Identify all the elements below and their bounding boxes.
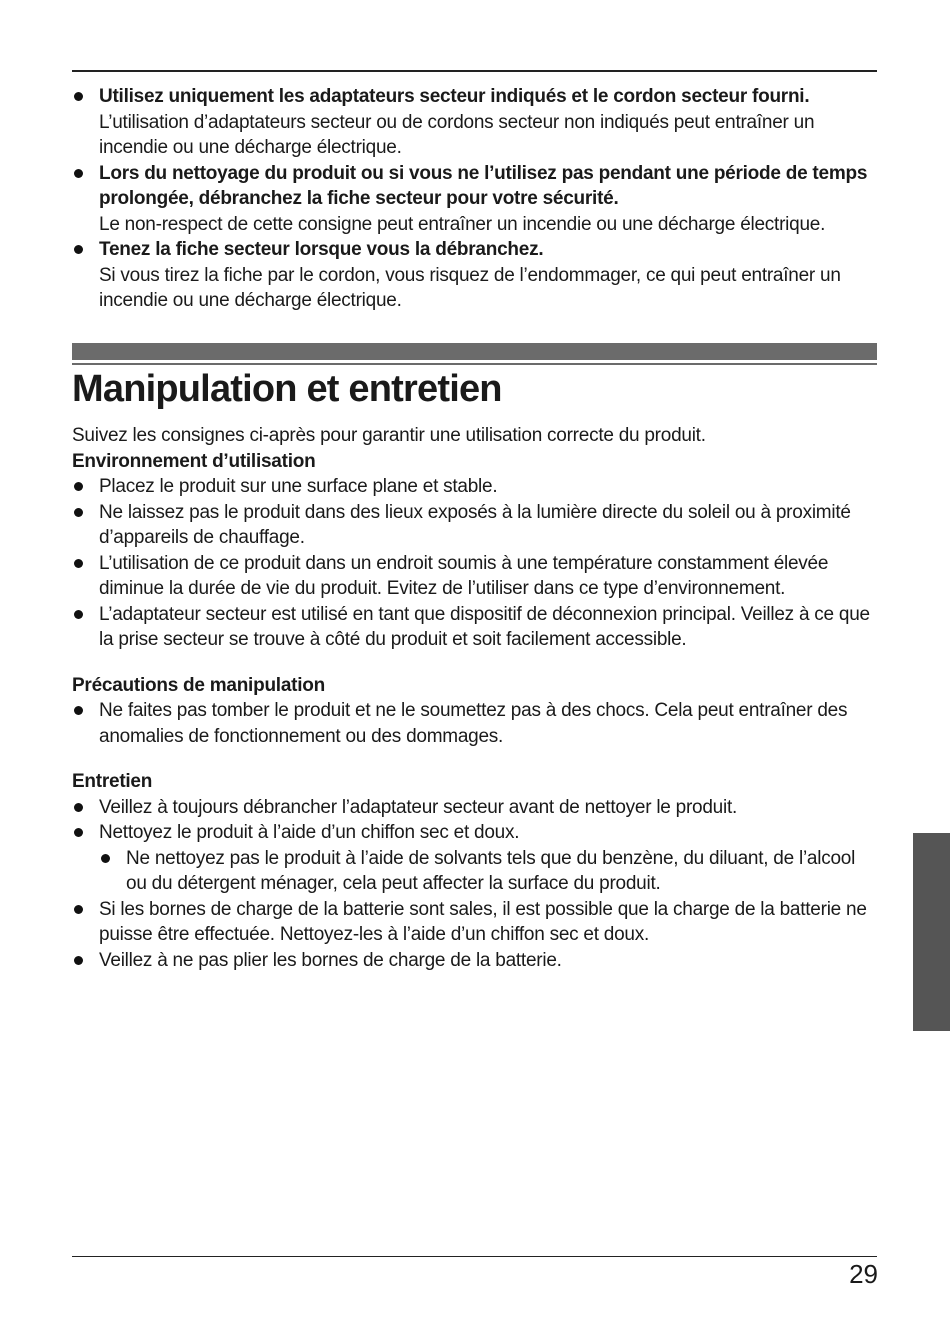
warning-item <box>72 237 878 314</box>
warning-bold: Lors du nettoyage du produit ou si vous ne l’utilisez pas pendant une période de temps prolongée, débranchez la fiche secteur pour votre sécurité. <box>99 162 868 209</box>
warning-item <box>72 84 878 161</box>
list-item: Nettoyez le produit à l’aide d’un chiffon sec et doux. <box>72 820 878 846</box>
list-item: L’utilisation de ce produit dans un endroit soumis à une température constamment élevée diminue la durée de vie du produit. Evitez de l’utiliser dans ce type d’environnement. <box>72 551 878 602</box>
bottom-rule <box>72 1256 877 1257</box>
list-item: Si les bornes de charge de la batterie sont sales, il est possible que la charge de la batterie ne puisse être effectuée. Nettoyez-les à l’aide d’un chiffon sec et doux. <box>72 897 878 948</box>
list-item: Ne faites pas tomber le produit et ne le soumettez pas à des chocs. Cela peut entraîner des anomalies de fonctionnement ou des dommages. <box>72 698 878 749</box>
warning-item <box>72 161 878 238</box>
section-header-line <box>72 363 877 365</box>
intro-text: Suivez les consignes ci-après pour garantir une utilisation correcte du produit. <box>72 425 706 446</box>
page-number: 29 <box>849 1259 878 1289</box>
safety-warnings <box>72 84 878 314</box>
list-item: Ne laissez pas le produit dans des lieux exposés à la lumière directe du soleil ou à proximité d’appareils de chauffage. <box>72 500 878 551</box>
list-item: L’adaptateur secteur est utilisé en tant que dispositif de déconnexion principal. Veillez à ce que la prise secteur se trouve à côté du produit et soit facilement accessible. <box>72 602 878 653</box>
list-item: Placez le produit sur une surface plane et stable. <box>72 474 878 500</box>
warning-text: L’utilisation d’adaptateurs secteur ou de cordons secteur non indiqués peut entraîner un incendie ou une décharge électrique. <box>99 111 815 158</box>
list-item: Veillez à ne pas plier les bornes de charge de la batterie. <box>72 948 878 974</box>
top-rule <box>72 70 877 72</box>
maintenance-heading: Entretien <box>72 771 153 792</box>
warning-text: Si vous tirez la fiche par le cordon, vous risquez de l’endommager, ce qui peut entraîner un incendie ou une décharge électrique. <box>99 264 841 311</box>
list-item: Veillez à toujours débrancher l’adaptateur secteur avant de nettoyer le produit. <box>72 795 878 821</box>
handling-heading: Précautions de manipulation <box>72 674 325 696</box>
sub-list <box>72 846 878 897</box>
section-title: Manipulation et entretien <box>72 368 502 410</box>
chapter-tab <box>913 833 950 1031</box>
environment-heading: Environnement d’utilisation <box>72 450 316 472</box>
warning-text: Le non-respect de cette consigne peut entraîner un incendie ou une décharge électrique. <box>99 213 826 235</box>
section-header-bar <box>72 343 877 360</box>
warning-bold: Tenez la fiche secteur lorsque vous la débranchez. <box>99 239 544 260</box>
sub-list-item: Ne nettoyez pas le produit à l’aide de solvants tels que du benzène, du diluant, de l’alcool ou du détergent ménager, cela peut affecter la surface du produit. <box>99 846 878 897</box>
section-content <box>72 423 878 973</box>
warning-bold: Utilisez uniquement les adaptateurs secteur indiqués et le cordon secteur fourni. <box>99 86 810 107</box>
